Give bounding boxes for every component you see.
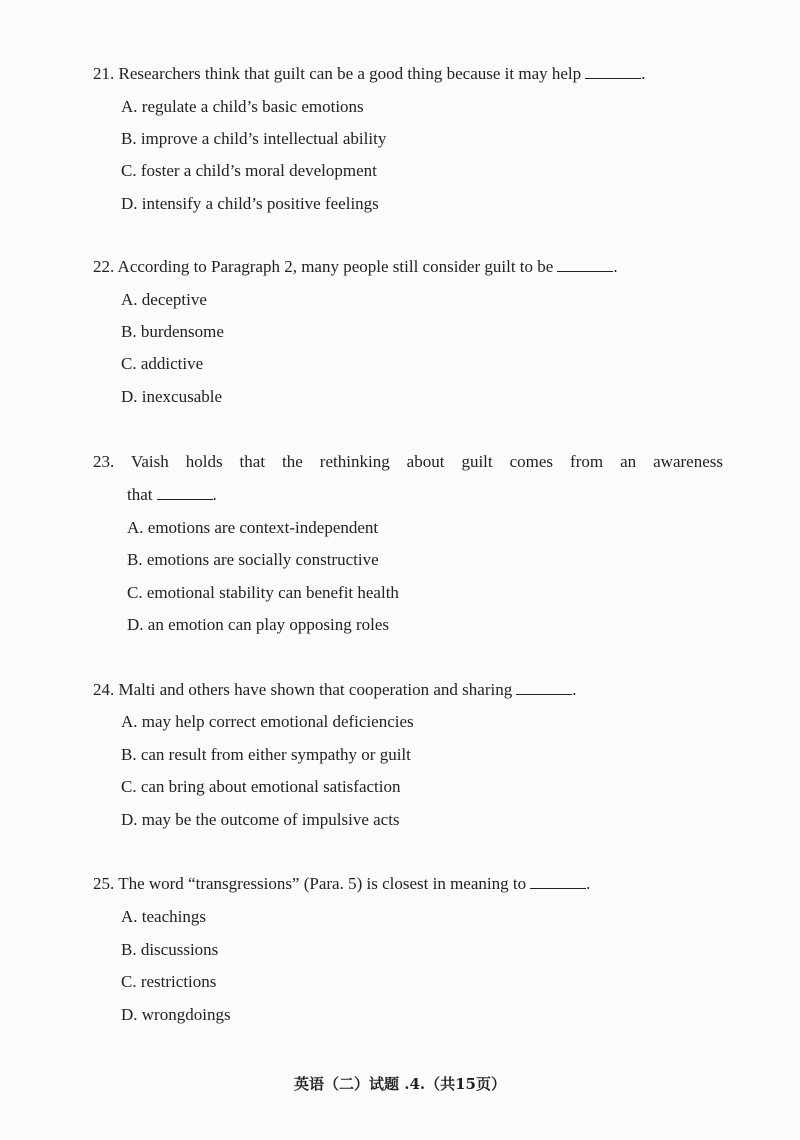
- option-d: D. inexcusable: [121, 387, 223, 406]
- option-b: B. discussions: [121, 940, 219, 959]
- option-b: B. burdensome: [121, 322, 224, 341]
- question-24: [93, 680, 733, 829]
- answer-blank: [557, 257, 613, 272]
- question-stem: [93, 257, 733, 277]
- answer-blank: [516, 680, 572, 695]
- option-d: D. wrongdoings: [121, 1005, 231, 1024]
- answer-blank: [585, 64, 641, 79]
- page-footer: 英语（二）试题 .4.（共15页）: [294, 1075, 506, 1093]
- stem-end: .: [572, 680, 577, 699]
- option-c: C. emotional stability can benefit health: [127, 583, 399, 602]
- option-c: C. foster a child’s moral development: [121, 161, 377, 180]
- option-a: A. regulate a child’s basic emotions: [121, 97, 364, 116]
- option-a: A. deceptive: [121, 290, 207, 309]
- question-23: [93, 452, 733, 634]
- option-c: C. addictive: [121, 354, 204, 373]
- stem-text: 21. Researchers think that guilt can be a good thing because it may help: [93, 64, 582, 83]
- question-stem: [93, 64, 733, 84]
- option-a: A. emotions are context-independent: [127, 518, 379, 537]
- option-a: A. may help correct emotional deficiencies: [121, 712, 414, 731]
- answer-blank: [530, 874, 586, 889]
- option-d: D. an emotion can play opposing roles: [127, 615, 390, 634]
- option-b: B. can result from either sympathy or guilt: [121, 745, 411, 764]
- question-stem: [93, 874, 733, 894]
- option-a: A. teachings: [121, 907, 206, 926]
- question-stem: 23. Vaish holds that the rethinking about guilt comes from an awareness: [93, 452, 723, 471]
- question-stem-continuation: [127, 485, 217, 505]
- stem-text: 25. The word “transgressions” (Para. 5) is closest in meaning to: [93, 874, 527, 893]
- stem-end: .: [613, 257, 618, 276]
- stem-cont-text: that: [127, 485, 153, 504]
- answer-blank: [157, 485, 213, 500]
- option-d: D. may be the outcome of impulsive acts: [121, 810, 400, 829]
- option-b: B. improve a child’s intellectual ability: [121, 129, 387, 148]
- stem-end: .: [586, 874, 591, 893]
- option-c: C. restrictions: [121, 972, 217, 991]
- option-d: D. intensify a child’s positive feelings: [121, 194, 379, 213]
- question-stem: [93, 680, 733, 700]
- question-25: [93, 874, 733, 1024]
- option-c: C. can bring about emotional satisfaction: [121, 777, 401, 796]
- stem-text: 24. Malti and others have shown that cooperation and sharing: [93, 680, 513, 699]
- stem-end: .: [641, 64, 646, 83]
- stem-end: .: [212, 485, 217, 504]
- option-b: B. emotions are socially constructive: [127, 550, 379, 569]
- question-22: [93, 257, 733, 406]
- question-21: [93, 64, 733, 213]
- stem-text: 22. According to Paragraph 2, many people still consider guilt to be: [93, 257, 554, 276]
